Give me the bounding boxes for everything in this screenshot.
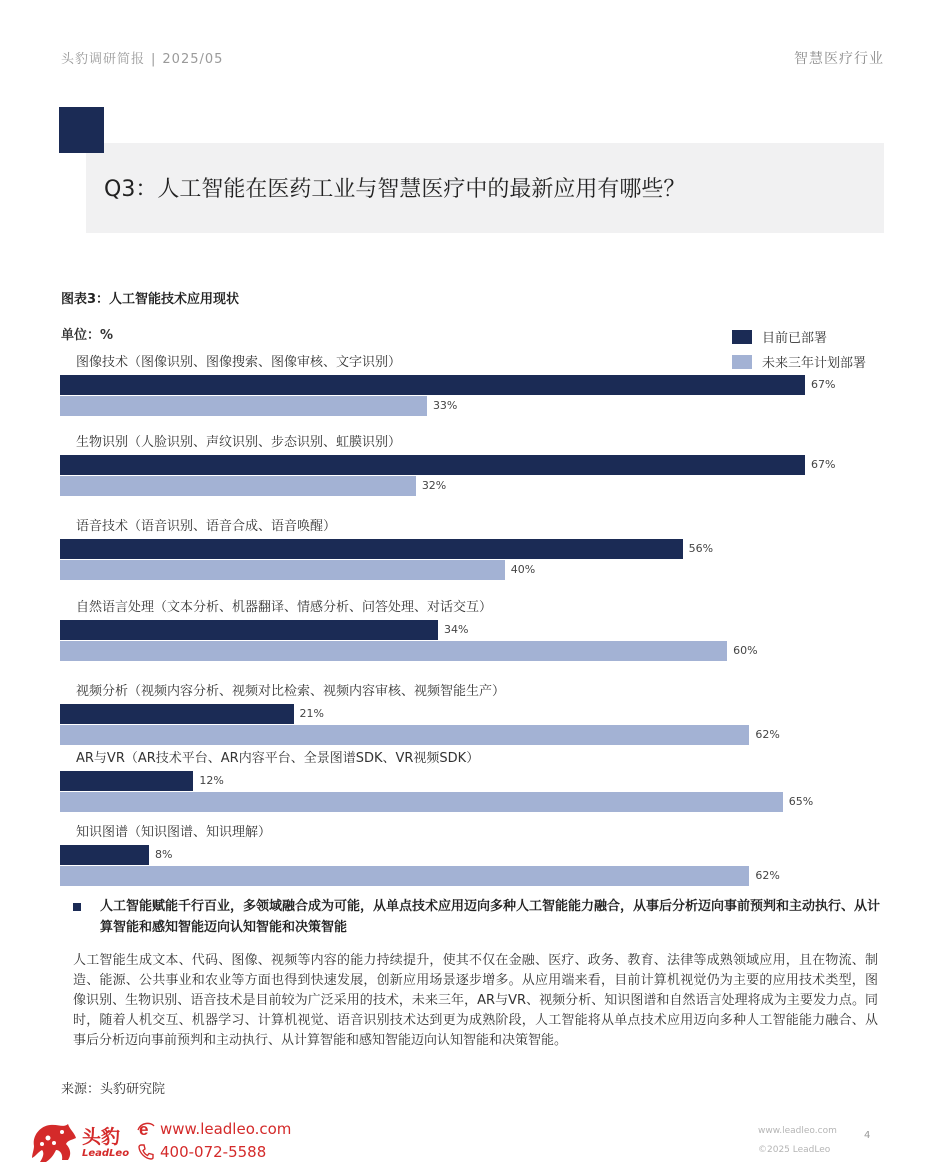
value-label-current: 56%	[688, 542, 714, 555]
phone-contact[interactable]	[137, 1143, 266, 1161]
category-label: 视频分析（视频内容分析、视频对比检索、视频内容审核、视频智能生产）	[76, 684, 506, 699]
value-label-current: 67%	[811, 378, 836, 391]
bar-current	[60, 455, 805, 475]
bar-planned	[60, 641, 727, 661]
svg-text:e: e	[139, 1120, 149, 1138]
value-label-planned: 33%	[432, 399, 458, 412]
bar-planned	[60, 476, 416, 496]
question-title: Q3：人工智能在医药工业与智慧医疗中的最新应用有哪些？	[104, 177, 686, 202]
category-label: 知识图谱（知识图谱、知识理解）	[76, 825, 272, 840]
value-label-planned: 62%	[755, 728, 780, 741]
figure-title: 图表3：人工智能技术应用现状	[61, 292, 240, 307]
value-label-current: 34%	[444, 623, 469, 636]
bar-planned	[60, 866, 749, 886]
page-number: 4	[864, 1130, 871, 1141]
bar-current	[60, 845, 149, 865]
unit-label: 单位：%	[61, 328, 114, 343]
bar-current	[60, 620, 438, 640]
legend-item-planned	[732, 352, 866, 371]
legend-swatch-current	[732, 330, 752, 344]
bar-planned	[60, 792, 783, 812]
question-accent-square	[59, 107, 104, 153]
summary-text: 人工智能赋能千行百业，多领域融合成为可能，从单点技术应用迈向多种人工智能能力融合，从事后分析迈向事前预判和主动执行、从计算智能和感知智能迈向认知智能和决策智能	[100, 899, 881, 935]
body-paragraph: 人工智能生成文本、代码、图像、视频等内容的能力持续提升，使其不仅在金融、医疗、政务、教育、法律等成熟领域应用，且在物流、制造、能源、公共事业和农业等方面也得到快速发展，创新应用场景逐步增多。从应用端来看，目前计算机视觉仍为主要的应用技术类型，图像识别、生物识别、语音技术是目前较为广泛采用的技术，未来三年，AR与VR、视频分析、知识图谱和自然语言处理将成为主要发力点。同时，随着人机交互、机器学习、计算机视觉、语音识别技术达到更为成熟阶段，人工智能将从单点技术应用迈向多种人工智能能力融合、从事后分析迈向事前预判和主动执行、从计算智能和感知智能迈向认知智能和决策智能。	[73, 953, 878, 1048]
header-left	[61, 48, 223, 67]
logo-text-en: LeadLeo	[82, 1148, 130, 1159]
footer-copyright: ©2025 LeadLeo	[758, 1145, 831, 1155]
value-label-current: 67%	[811, 458, 836, 471]
bar-planned	[60, 560, 505, 580]
bar-current	[60, 704, 294, 724]
phone-icon	[137, 1143, 155, 1161]
header-date: 2025/05	[162, 52, 224, 67]
browser-e-icon	[137, 1120, 155, 1138]
category-label: 自然语言处理（文本分析、机器翻译、情感分析、问答处理、对话交互）	[76, 600, 493, 615]
value-label-planned: 32%	[421, 479, 447, 492]
bar-current	[60, 771, 193, 791]
category-label: 图像技术（图像识别、图像搜索、图像审核、文字识别）	[76, 355, 402, 370]
legend-swatch-planned	[732, 355, 752, 369]
bar-current	[60, 375, 805, 395]
value-label-current: 21%	[299, 707, 324, 720]
footer-small-site: www.leadleo.com	[758, 1126, 837, 1136]
value-label-planned: 40%	[510, 563, 536, 576]
legend-label-current: 目前已部署	[762, 331, 828, 346]
value-label-current: 8%	[154, 848, 173, 861]
bar-planned	[60, 725, 749, 745]
header-separator: |	[151, 52, 157, 67]
header-brand: 头豹调研简报	[61, 52, 146, 67]
website-link[interactable]: www.leadleo.com	[160, 1120, 292, 1138]
value-label-planned: 62%	[755, 869, 780, 882]
website-contact[interactable]	[137, 1120, 291, 1138]
value-label-planned: 65%	[788, 795, 814, 808]
source-note: 来源：头豹研究院	[61, 1082, 166, 1097]
leopard-logo-icon	[28, 1116, 80, 1166]
category-label: AR与VR（AR技术平台、AR内容平台、全景图谱SDK、VR视频SDK）	[76, 751, 480, 766]
category-label: 生物识别（人脸识别、声纹识别、步态识别、虹膜识别）	[76, 435, 402, 450]
logo-text-cn: 头豹	[82, 1126, 121, 1148]
value-label-planned: 60%	[733, 644, 758, 657]
value-label-current: 12%	[199, 774, 224, 787]
phone-number[interactable]: 400-072-5588	[160, 1143, 267, 1161]
legend-item-current	[732, 327, 827, 346]
category-label: 语音技术（语音识别、语音合成、语音唤醒）	[76, 519, 337, 534]
legend-label-planned: 未来三年计划部署	[762, 356, 867, 371]
header-industry: 智慧医疗行业	[794, 51, 884, 67]
bar-planned	[60, 396, 427, 416]
bar-current	[60, 539, 683, 559]
summary-bullet-icon	[73, 903, 81, 911]
